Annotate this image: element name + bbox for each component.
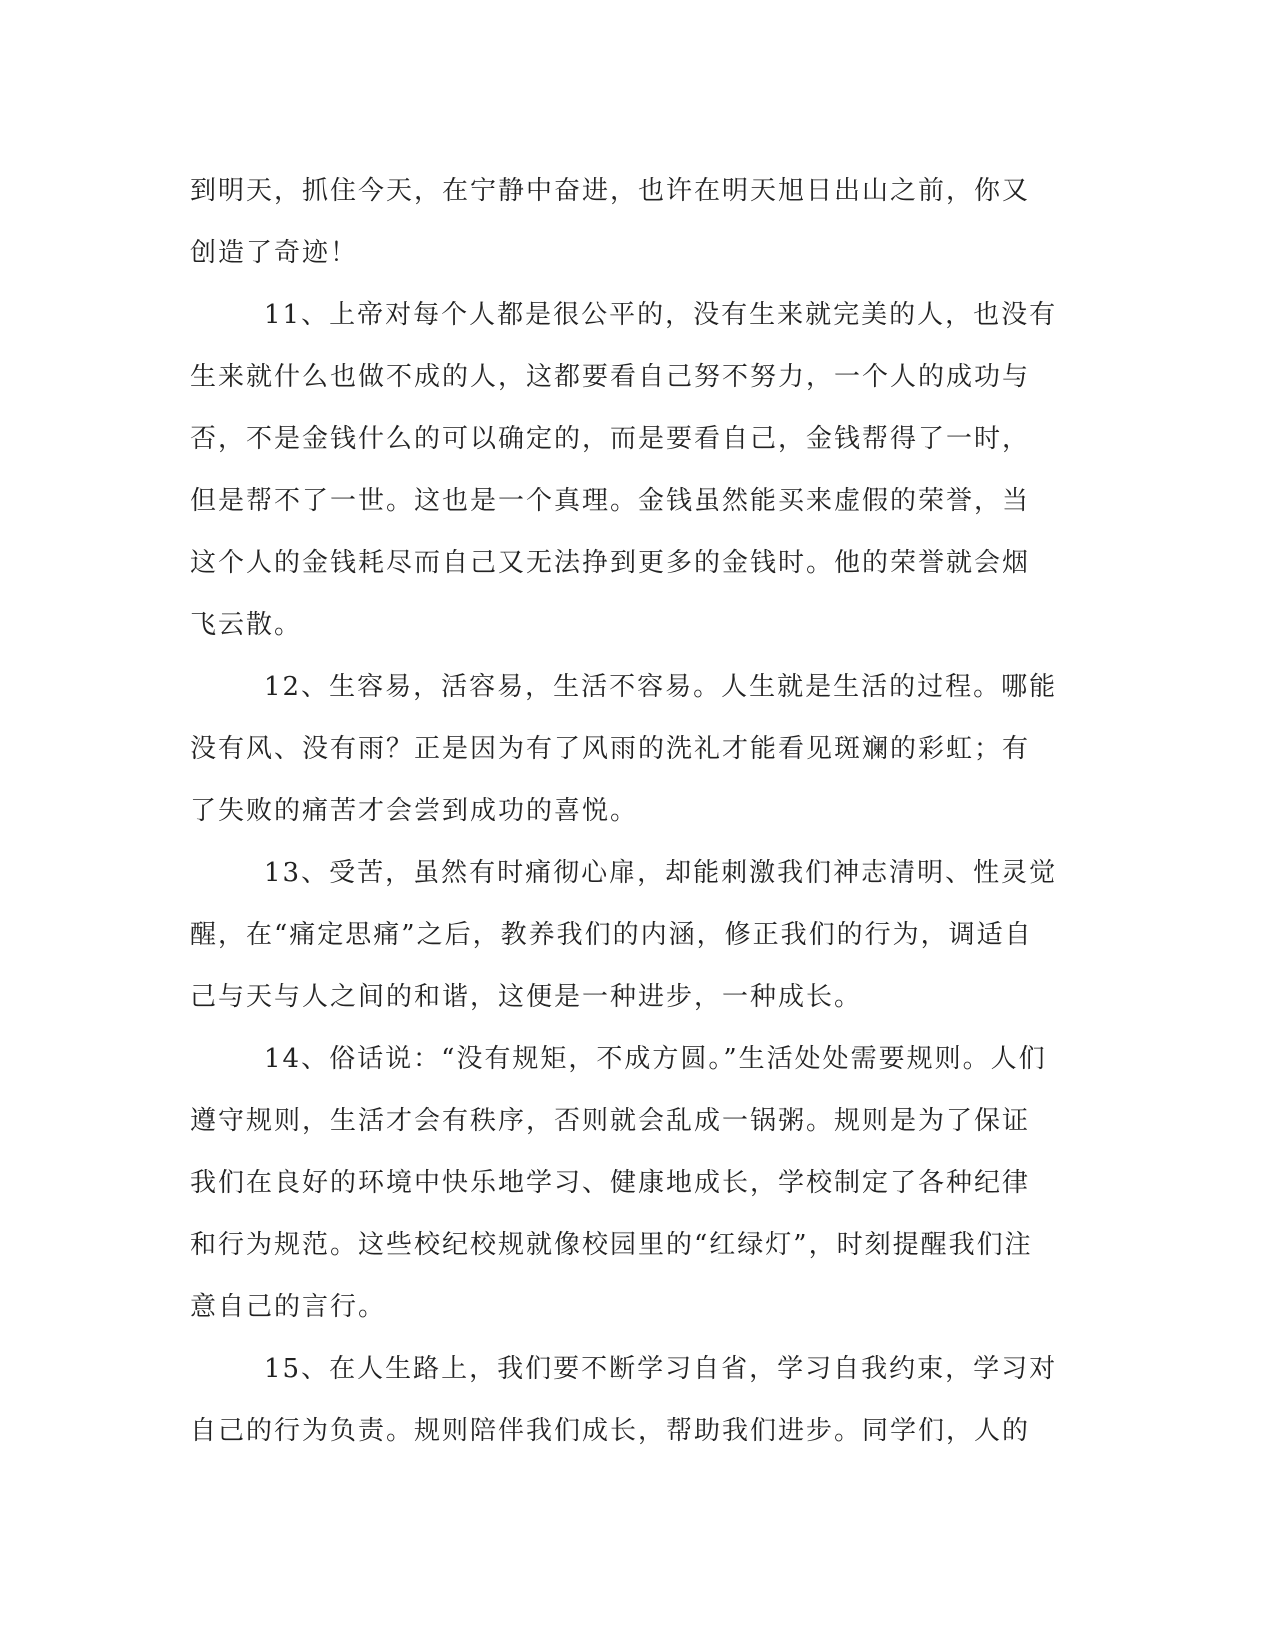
- text-line: 否，不是金钱什么的可以确定的，而是要看自己，金钱帮得了一时，: [190, 424, 1031, 454]
- text-line: 醒，在“痛定思痛”之后，教养我们的内涵，修正我们的行为，调适自: [190, 920, 1033, 950]
- text-line: 自己的行为负责。规则陪伴我们成长，帮助我们进步。同学们，人的: [190, 1416, 1031, 1446]
- text-line: 创造了奇迹！: [190, 238, 359, 268]
- text-line: 生来就什么也做不成的人，这都要看自己努不努力，一个人的成功与: [190, 362, 1031, 392]
- text-line: 我们在良好的环境中快乐地学习、健康地成长，学校制定了各种纪律: [190, 1168, 1031, 1198]
- text-line: 这个人的金钱耗尽而自己又无法挣到更多的金钱时。他的荣誉就会烟: [190, 548, 1031, 578]
- paragraph-start-12: 12、生容易，活容易，生活不容易。人生就是生活的过程。哪能: [264, 672, 1058, 702]
- text-line: 意自己的言行。: [190, 1292, 387, 1322]
- text-line: 遵守规则，生活才会有秩序，否则就会乱成一锅粥。规则是为了保证: [190, 1106, 1031, 1136]
- paragraph-start-11: 11、上帝对每个人都是很公平的，没有生来就完美的人，也没有: [264, 300, 1058, 330]
- document-body: [190, 160, 1080, 1462]
- paragraph-start-14: 14、俗话说：“没有规矩，不成方圆。”生活处处需要规则。人们: [264, 1044, 1047, 1074]
- text-line: 但是帮不了一世。这也是一个真理。金钱虽然能买来虚假的荣誉，当: [190, 486, 1031, 516]
- text-line: 没有风、没有雨？正是因为有了风雨的洗礼才能看见斑斓的彩虹；有: [190, 734, 1031, 764]
- paragraph-start-15: 15、在人生路上，我们要不断学习自省，学习自我约束，学习对: [264, 1354, 1058, 1384]
- paragraph-start-13: 13、受苦，虽然有时痛彻心扉，却能刺激我们神志清明、性灵觉: [264, 858, 1058, 888]
- text-line: 了失败的痛苦才会尝到成功的喜悦。: [190, 796, 639, 826]
- text-line: 和行为规范。这些校纪校规就像校园里的“红绿灯”，时刻提醒我们注: [190, 1230, 1033, 1260]
- text-line: 己与天与人之间的和谐，这便是一种进步，一种成长。: [190, 982, 863, 1012]
- text-line: 飞云散。: [190, 610, 303, 640]
- text-line: 到明天，抓住今天，在宁静中奋进，也许在明天旭日出山之前，你又: [190, 176, 1031, 206]
